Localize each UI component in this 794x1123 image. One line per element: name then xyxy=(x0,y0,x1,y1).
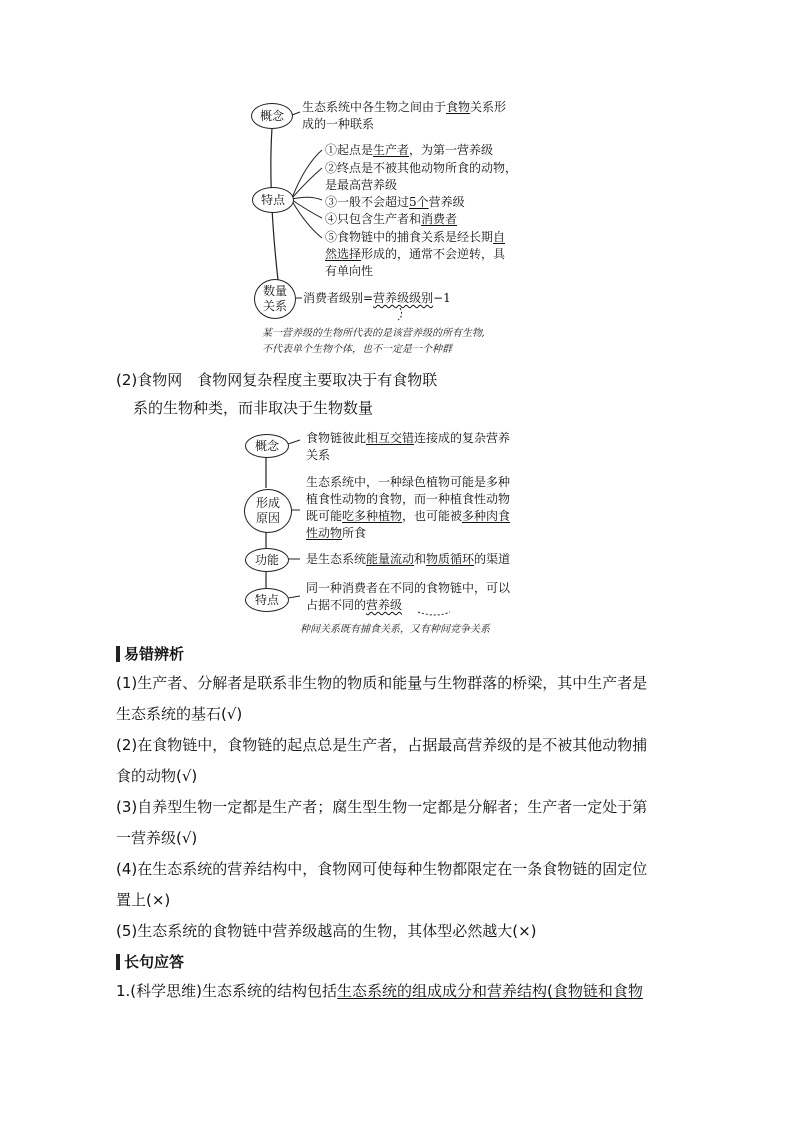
error-item-1-cont: 生态系统的基石(√) xyxy=(116,705,243,723)
feature-5-line3: 有单向性 xyxy=(325,264,374,278)
error-item-1: (1)生产者、分解者是联系非生物的物质和能量与生物群落的桥梁，其中生产者是 xyxy=(116,674,648,692)
web-cause-line2: 植食性动物的食物，而一种植食性动物 xyxy=(306,492,511,506)
feature-5-line2: 然选择形成的，通常不会逆转，具 xyxy=(325,247,506,261)
error-item-2: (2)在食物链中，食物链的起点总是生产者，占据最高营养级的是不被其他动物捕 xyxy=(116,736,648,754)
web-feature-line1: 同一种消费者在不同的食物链中，可以 xyxy=(306,581,511,595)
web-concept-bubble: 概念 xyxy=(245,434,289,458)
feature-5: ⑤食物链中的捕食关系是经长期自 xyxy=(325,230,506,244)
long-answer-q1: 1.(科学思维)生态系统的结构包括生态系统的组成成分和营养结构(食物链和食物 xyxy=(116,982,643,1000)
handwritten-note-1: 某一营养级的生物所代表的是该营养级的所有生物, xyxy=(262,328,486,339)
section-bar-icon xyxy=(116,646,120,662)
web-cause-bubble: 形成 原因 xyxy=(244,489,292,533)
feature-4: ④只包含生产者和消费者 xyxy=(325,212,458,226)
web-concept-text-line2: 关系 xyxy=(306,448,331,462)
feature-bubble: 特点 xyxy=(252,187,294,213)
concept-bubble: 概念 xyxy=(251,103,293,129)
concept-text: 生态系统中各生物之间由于食物关系形 xyxy=(302,100,507,114)
web-feature-bubble: 特点 xyxy=(245,588,289,612)
web-cause-line3: 既可能吃多种植物，也可能被多种肉食 xyxy=(306,509,511,523)
web-cause-line4: 性动物所食 xyxy=(306,526,367,540)
error-item-4: (4)在生态系统的营养结构中，食物网可使每种生物都限定在一条食物链的固定位 xyxy=(116,860,648,878)
feature-2: ②终点是不被其他动物所食的动物， xyxy=(325,161,518,175)
web-function-bubble: 功能 xyxy=(245,548,289,572)
error-item-3: (3)自养型生物一定都是生产者；腐生型生物一定都是分解者；生产者一定处于第 xyxy=(116,798,648,816)
error-item-4-cont: 置上(×) xyxy=(116,891,171,909)
food-web-heading: (2)食物网 食物网复杂程度主要取决于有食物联 xyxy=(116,371,438,389)
long-answer-section-title: 长句应答 xyxy=(116,951,184,972)
handwritten-note-2: 不代表单个生物个体，也不一定是一个种群 xyxy=(262,344,452,355)
web-handwritten-note: 种间关系既有捕食关系，又有种间竞争关系 xyxy=(300,624,490,635)
concept-text-line2: 成的一种联系 xyxy=(302,117,375,131)
web-function-text: 是生态系统能量流动和物质循环的渠道 xyxy=(306,552,511,566)
food-web-heading-line2: 系的生物种类，而非取决于生物数量 xyxy=(133,399,374,417)
count-relation-bubble: 数量 关系 xyxy=(254,279,296,319)
web-concept-text: 食物链彼此相互交错连接成的复杂营养 xyxy=(306,431,511,445)
section-bar-icon xyxy=(116,954,120,970)
error-item-2-cont: 食的动物(√) xyxy=(116,767,198,785)
feature-1: ①起点是生产者，为第一营养级 xyxy=(325,143,494,157)
feature-2-line2: 是最高营养级 xyxy=(325,178,398,192)
web-feature-line2: 占据不同的营养级 xyxy=(306,598,403,612)
error-item-5: (5)生态系统的食物链中营养级越高的生物，其体型必然越大(×) xyxy=(116,922,537,940)
error-item-3-cont: 一营养级(√) xyxy=(116,829,198,847)
feature-3: ③一般不会超过5个营养级 xyxy=(325,195,465,209)
errors-section-title: 易错辨析 xyxy=(116,643,184,664)
web-cause-line1: 生态系统中，一种绿色植物可能是多种 xyxy=(306,475,511,489)
count-relation-text: 消费者级别=营养级级别−1 xyxy=(303,291,451,305)
